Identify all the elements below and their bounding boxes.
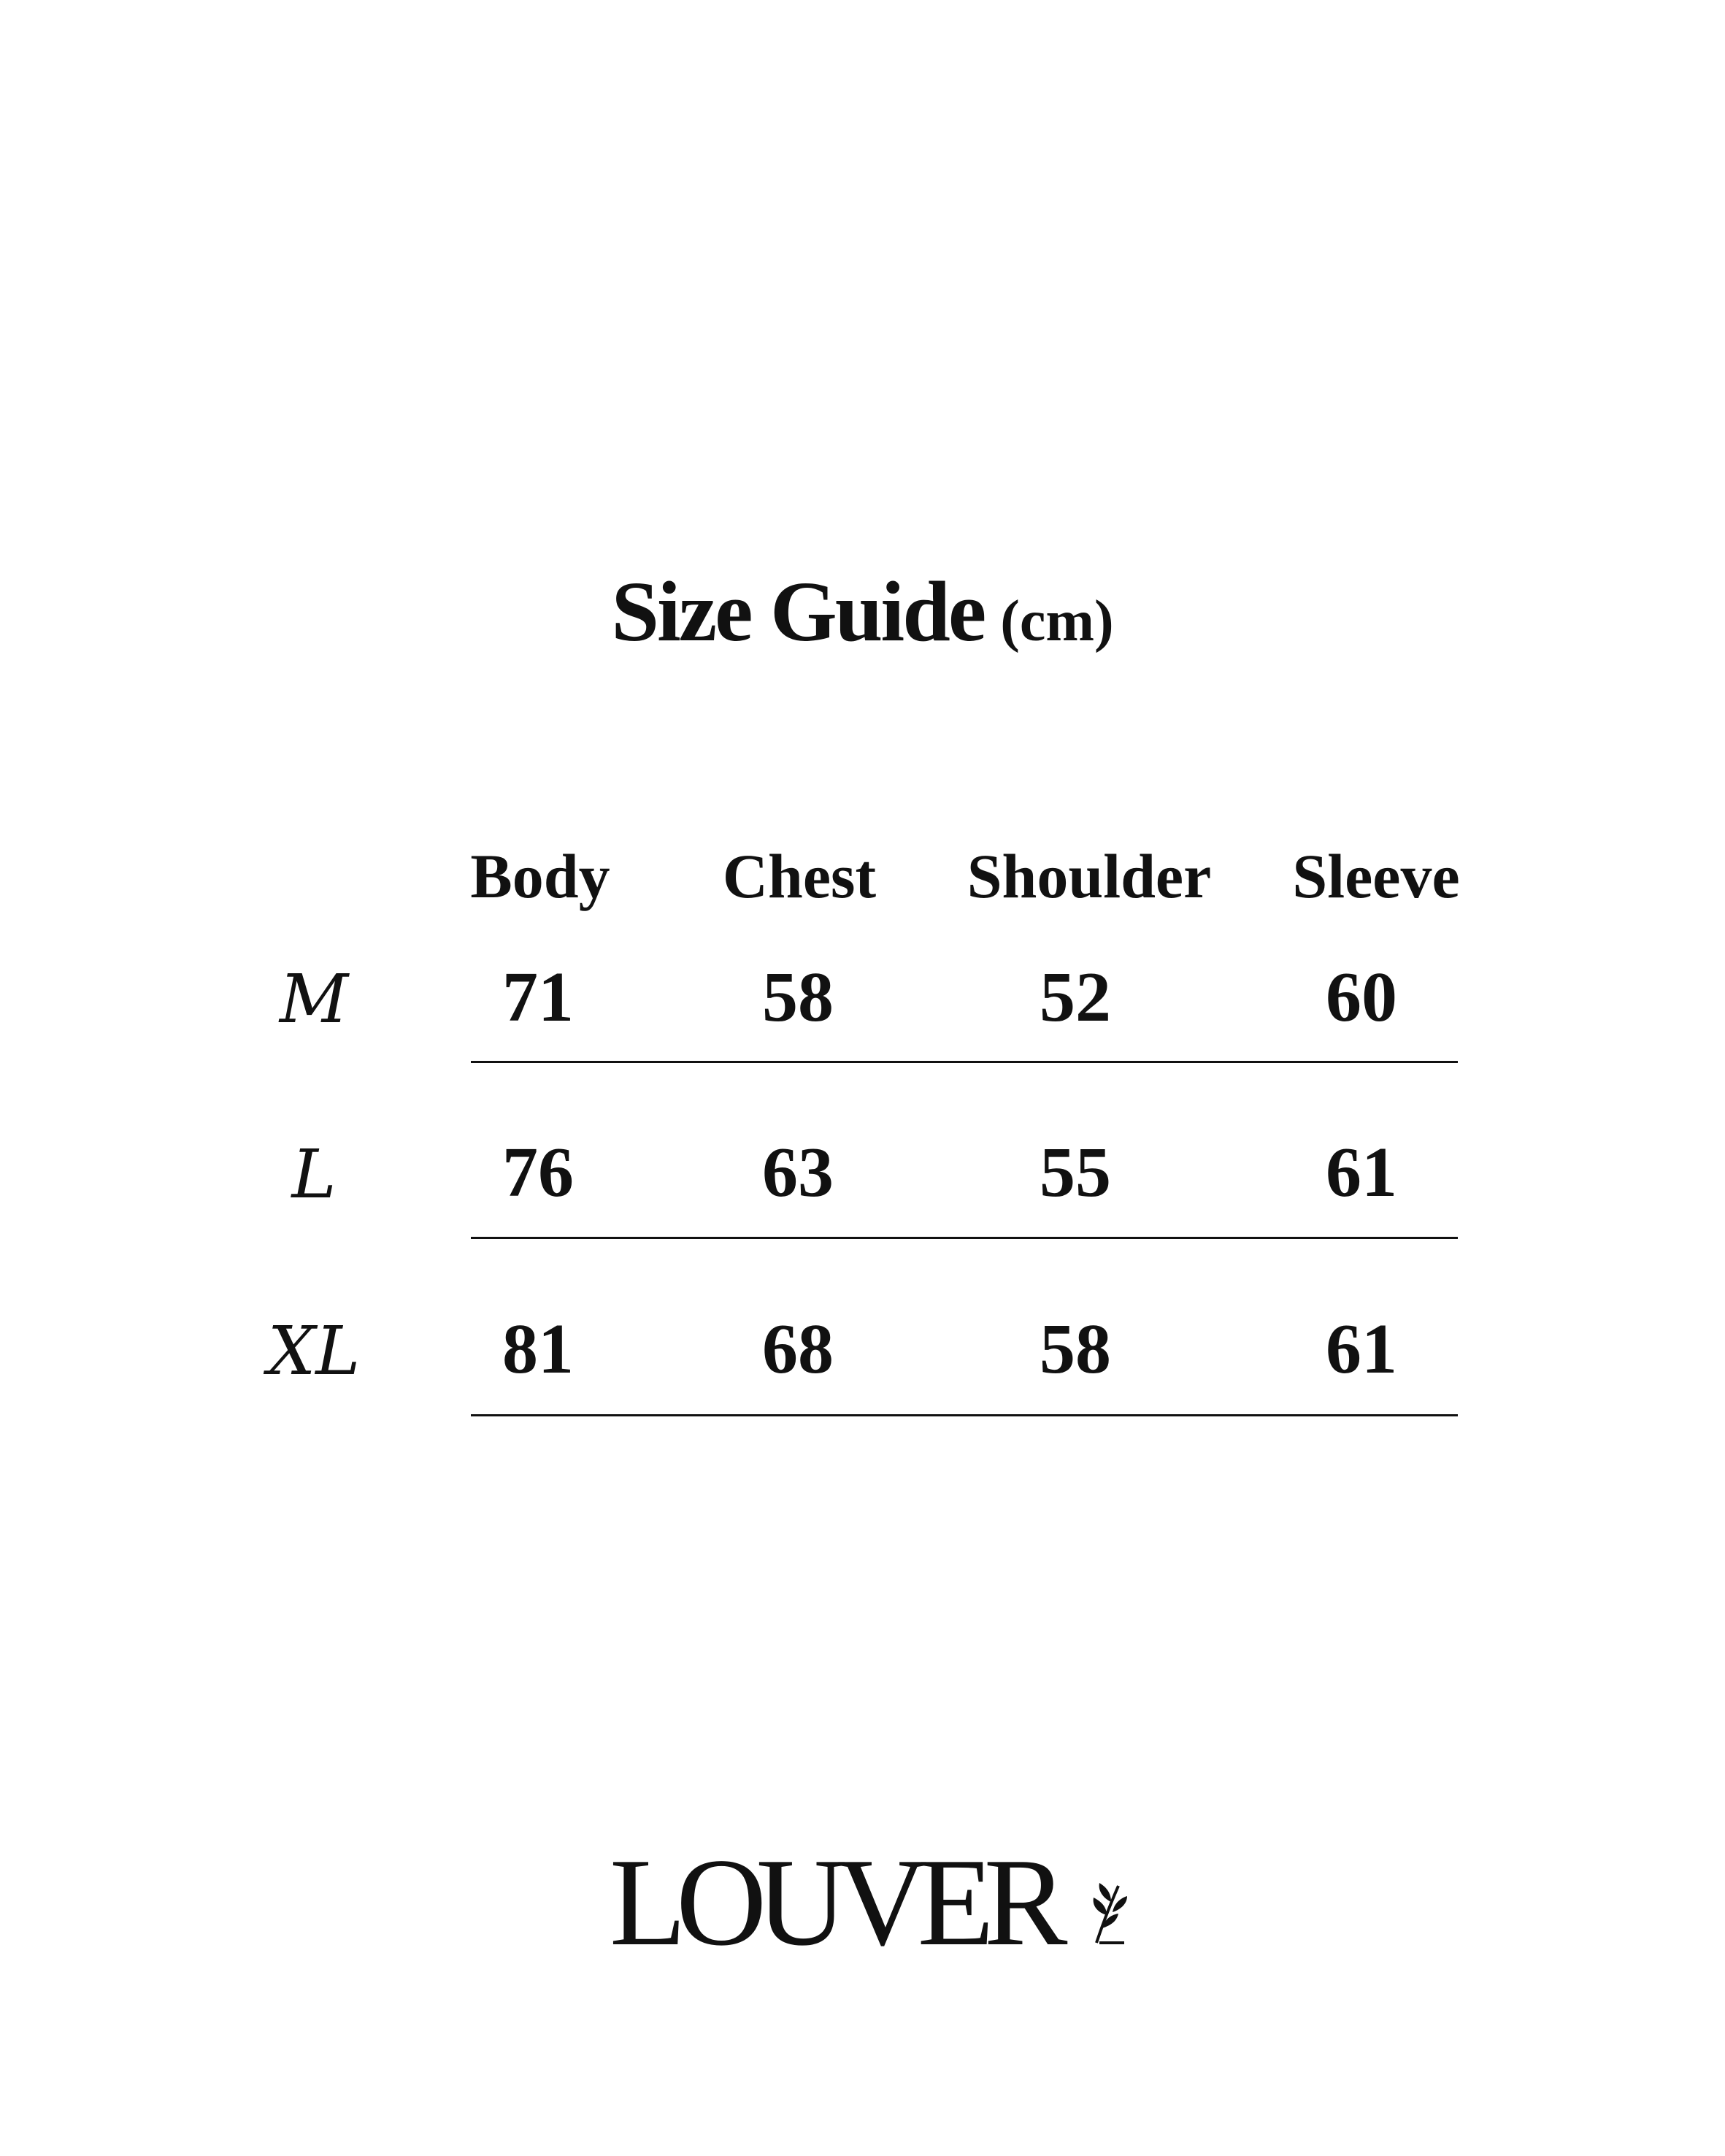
cell-shoulder: 52	[1040, 958, 1111, 1037]
column-header-sleeve: Sleeve	[1292, 841, 1460, 911]
row-divider	[471, 1237, 1458, 1239]
leaf-sprig-icon	[1089, 1880, 1130, 1946]
cell-body: 76	[502, 1133, 574, 1212]
cell-chest: 63	[762, 1133, 834, 1212]
cell-sleeve: 61	[1326, 1310, 1397, 1389]
size-label-l: L	[291, 1135, 337, 1213]
column-header-shoulder: Shoulder	[967, 841, 1212, 911]
cell-chest: 68	[762, 1310, 834, 1389]
cell-sleeve: 61	[1326, 1133, 1397, 1212]
column-header-body: Body	[470, 841, 610, 911]
brand-logo: LOUVER	[610, 1833, 1058, 1972]
page-title	[0, 562, 1725, 661]
size-label-m: M	[279, 960, 349, 1038]
title-unit: (cm)	[1000, 589, 1114, 653]
cell-body: 71	[502, 958, 574, 1037]
row-divider	[471, 1061, 1458, 1063]
column-header-chest: Chest	[722, 841, 877, 911]
row-divider	[471, 1414, 1458, 1416]
cell-chest: 58	[762, 958, 834, 1037]
cell-sleeve: 60	[1326, 958, 1397, 1037]
cell-body: 81	[502, 1310, 574, 1389]
cell-shoulder: 58	[1040, 1310, 1111, 1389]
title-text: Size Guide	[611, 564, 985, 659]
cell-shoulder: 55	[1040, 1133, 1111, 1212]
size-label-xl: XL	[267, 1312, 361, 1390]
